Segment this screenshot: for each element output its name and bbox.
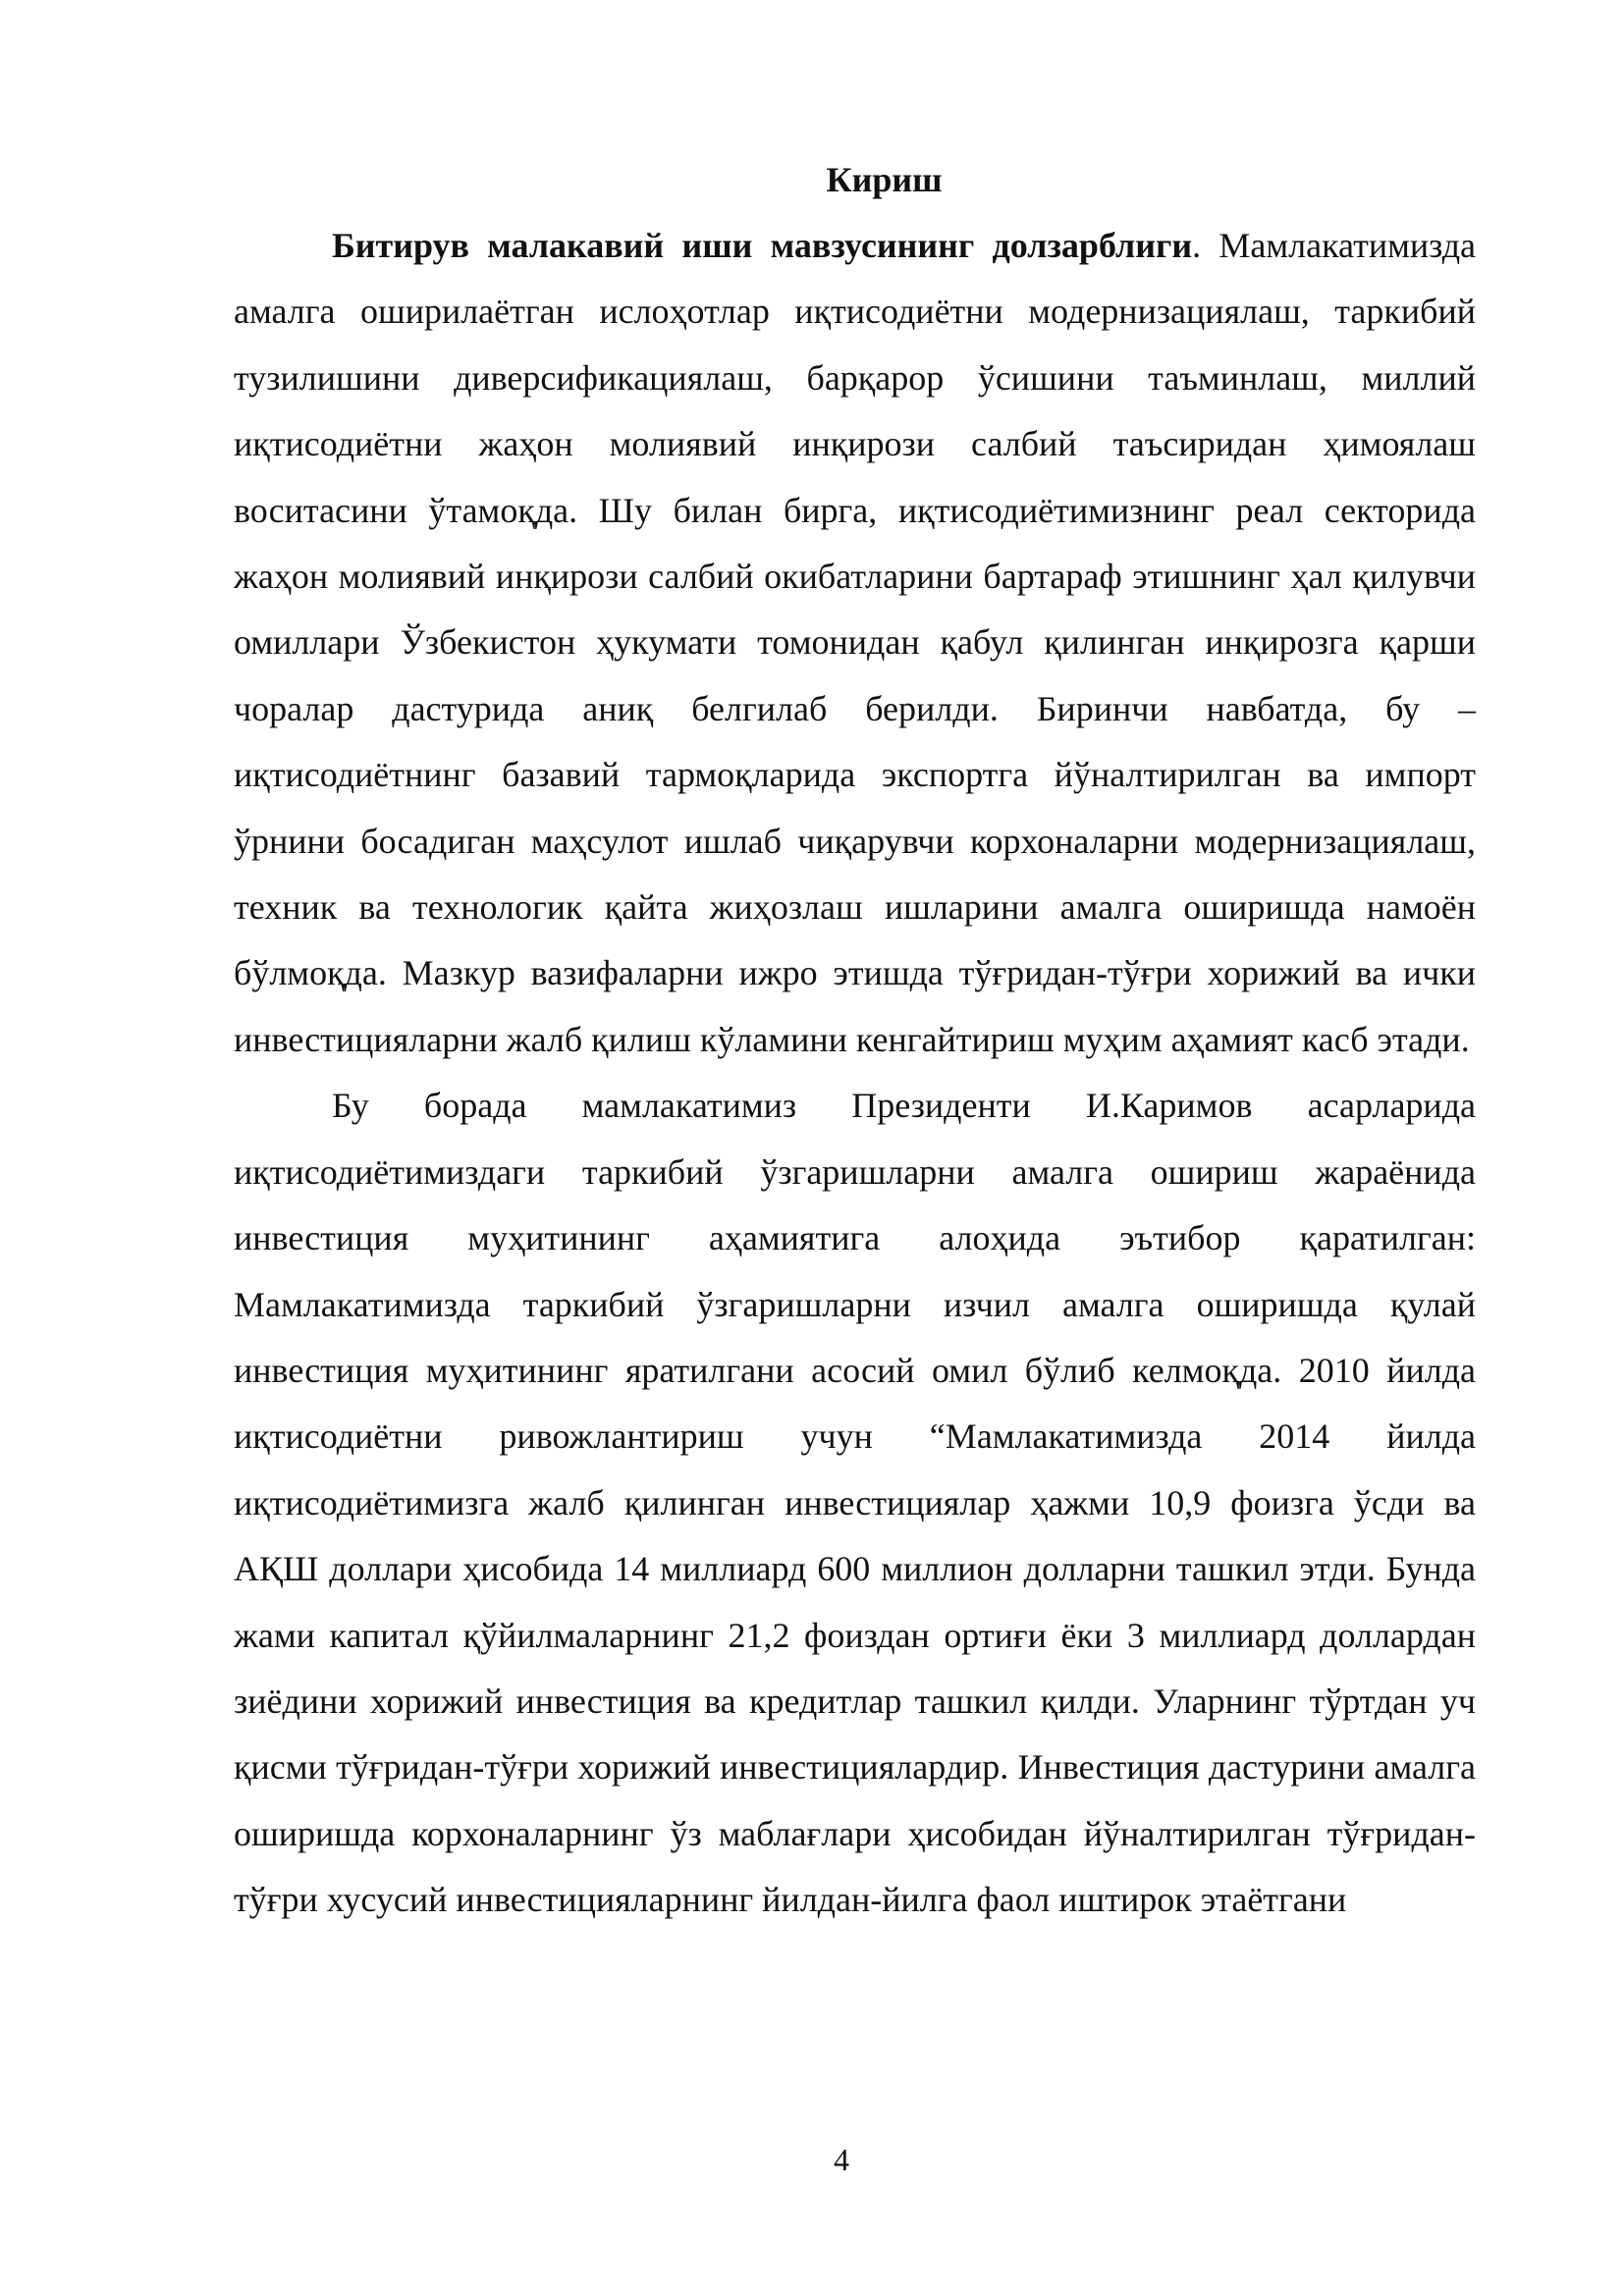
- page-number: 4: [834, 2142, 849, 2177]
- paragraph-president-works: Бу борада мамлакатимиз Президенти И.Каримов асарларида иқтисодиётимиздаги таркибий ўзгаришларни амалга ошириш жараёнида инвестиция муҳитининг аҳамиятига алоҳида эътибор қаратилган: Мамлакатимизда таркибий ўзгаришларни изчил амалга оширишда қулай инвестиция муҳитининг яратилгани асосий омил бўлиб келмоқда. 2010 йилда иқтисодиётни ривожлантириш учун “Мамлакатимизда 2014 йилда иқтисодиётимизга жалб қилинган инвестициялар ҳажми 10,9 фоизга ўсди ва АҚШ доллари ҳисобида 14 миллиард 600 миллион долларни ташкил этди. Бунда жами капитал қўйилмаларнинг 21,2 фоиздан ортиғи ёки 3 миллиард доллардан зиёдини хорижий инвестиция ва кредитлар ташкил қилди. Уларнинг тўртдан уч қисми тўғридан-тўғри хорижий инвестициялардир. Инвестиция дастурини амалга оширишда корхоналарнинг ўз маблағлари ҳисобидан йўналтирилган тўғридан-тўғри хусусий инвестицияларнинг йилдан-йилга фаол иштирок этаётгани: [234, 1086, 1476, 1920]
- page-content: [234, 147, 1476, 1934]
- section-heading: Кириш: [826, 160, 943, 199]
- paragraph-relevance-body: . Мамлакатимизда амалга оширилаётган ислоҳотлар иқтисодиётни модернизациялаш, таркибий тузилишини диверсификациялаш, барқарор ўсишини таъминлаш, миллий иқтисодиётни жаҳон молиявий инқирози салбий таъсиридан ҳимоялаш воситасини ўтамоқда. Шу билан бирга, иқтисодиётимизнинг реал секторида жаҳон молиявий инқирози салбий окибатларини бартараф этишнинг ҳал қилувчи омиллари Ўзбекистон ҳукумати томонидан қабул қилинган инқирозга қарши чоралар дастурида аниқ белгилаб берилди. Биринчи навбатда, бу – иқтисодиётнинг базавий тармоқларида экспортга йўналтирилган ва импорт ўрнини босадиган маҳсулот ишлаб чиқарувчи корхоналарни модернизациялаш, техник ва технологик қайта жиҳозлаш ишларини амалга оширишда намоён бўлмоқда. Мазкур вазифаларни ижро этишда тўғридан-тўғри хорижий ва ички инвестицияларни жалб қилиш кўламини кенгайтириш муҳим аҳамият касб этади.: [234, 226, 1476, 1059]
- paragraph-relevance: [234, 213, 1476, 1073]
- paragraph-lead-bold: Битирув малакавий иши мавзусининг долзарблиги: [332, 226, 1193, 265]
